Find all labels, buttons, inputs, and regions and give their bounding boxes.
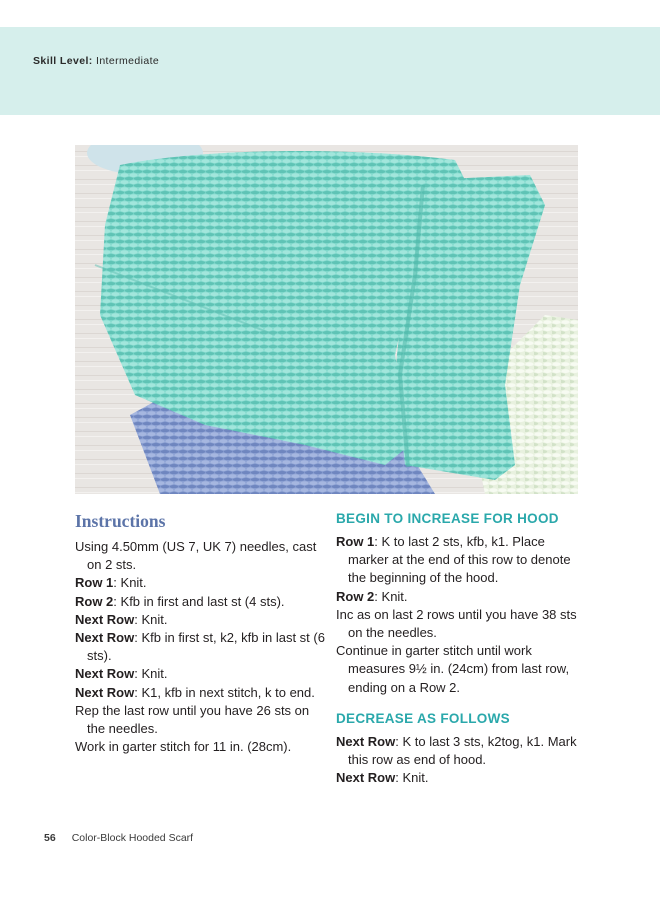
instructions-column: [75, 509, 325, 756]
page-footer: [44, 832, 193, 844]
instruction-line: Row 2: Kfb in first and last st (4 sts).: [75, 593, 285, 609]
increase-heading: BEGIN TO INCREASE FOR HOOD: [336, 511, 559, 526]
page-number: 56: [44, 832, 56, 844]
instruction-line: Next Row: Knit.: [75, 611, 168, 627]
instructions-heading: Instructions: [75, 511, 166, 531]
instruction-line: Using 4.50mm (US 7, UK 7) needles, cast on 2 sts.: [75, 539, 317, 573]
instruction-line: Row 1: K to last 2 sts, kfb, k1. Place marker at the end of this row to denote the beginning of the hood.: [336, 534, 571, 586]
knitted-scarf-photo: [75, 145, 578, 494]
instruction-line: Inc as on last 2 rows until you have 38 sts on the needles.: [336, 606, 577, 641]
hood-column: [336, 509, 581, 787]
skill-level-value: Intermediate: [96, 55, 160, 67]
instruction-line: Row 1: Knit.: [75, 575, 147, 591]
instruction-line: Work in garter stitch for 11 in. (28cm).: [75, 739, 292, 755]
instruction-line: Next Row: K to last 3 sts, k2tog, k1. Mark this row as end of hood.: [336, 733, 577, 768]
instruction-line: Continue in garter stitch until work measures 9½ in. (24cm) from last row, ending on a Row 2.: [336, 643, 570, 695]
instruction-line: Row 2: Knit.: [336, 588, 408, 604]
header-band: [0, 27, 660, 115]
instruction-line: Next Row: K1, kfb in next stitch, k to end.: [75, 684, 315, 700]
instruction-line: Next Row: Knit.: [336, 770, 429, 786]
instruction-line: Next Row: Knit.: [75, 666, 168, 682]
skill-level: [33, 55, 159, 67]
instruction-line: Next Row: Kfb in first st, k2, kfb in last st (6 sts).: [75, 630, 325, 664]
skill-level-label: Skill Level:: [33, 55, 93, 67]
instruction-line: Rep the last row until you have 26 sts on the needles.: [75, 702, 310, 737]
footer-title: Color-Block Hooded Scarf: [71, 832, 194, 844]
decrease-heading: DECREASE AS FOLLOWS: [336, 710, 510, 726]
